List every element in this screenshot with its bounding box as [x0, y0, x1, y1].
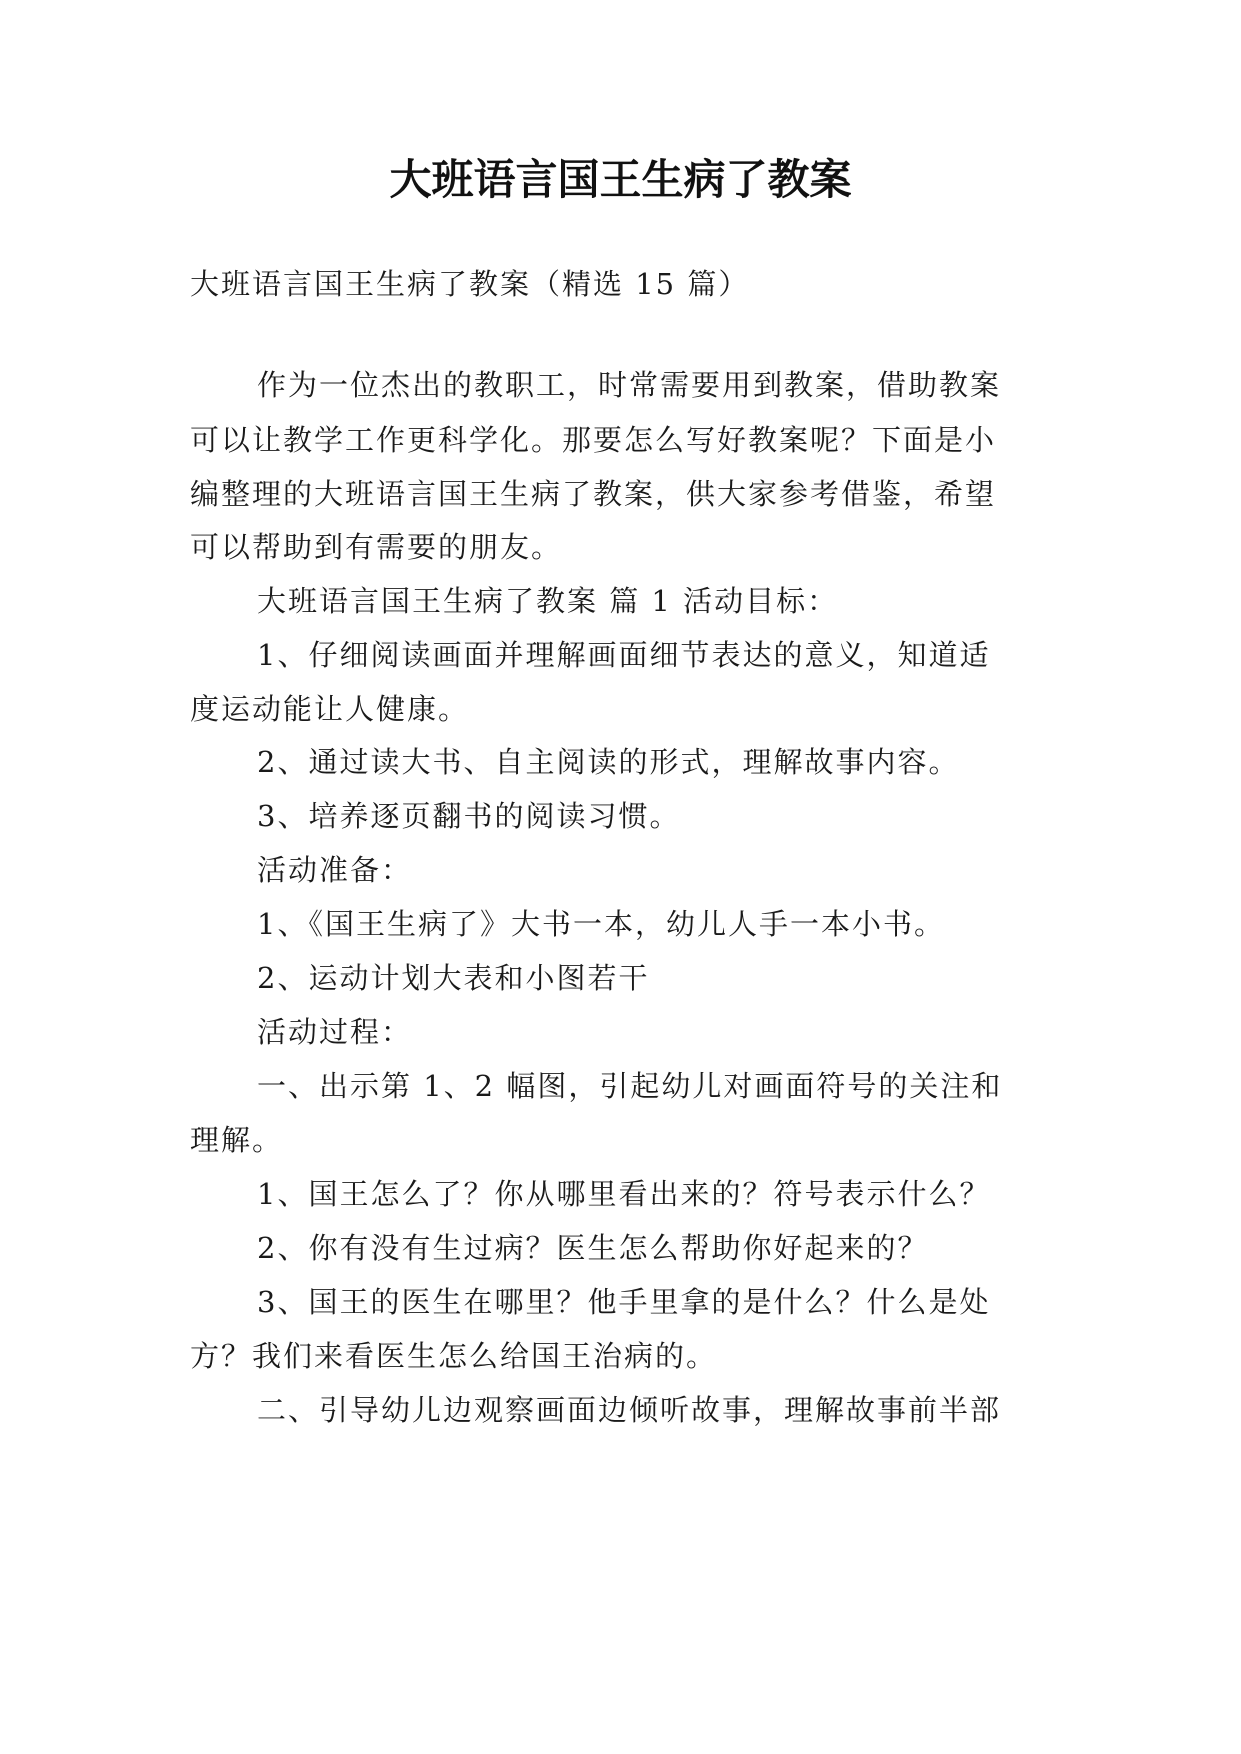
- section-label: 活动过程：: [257, 1015, 413, 1049]
- document-title: 大班语言国王生病了教案: [389, 155, 852, 204]
- paragraph-line: 可以让教学工作更科学化。那要怎么写好教案呢？下面是小: [190, 423, 997, 457]
- paragraph-line: 1、国王怎么了？你从哪里看出来的？符号表示什么？: [257, 1177, 991, 1211]
- paragraph-line: 度运动能让人健康。: [190, 692, 470, 726]
- paragraph-line: 2、你有没有生过病？医生怎么帮助你好起来的？: [257, 1231, 929, 1265]
- paragraph-line: 作为一位杰出的教职工，时常需要用到教案，借助教案: [257, 368, 1002, 402]
- paragraph-line: 2、通过读大书、自主阅读的形式，理解故事内容。: [257, 745, 960, 779]
- paragraph-line: 1、仔细阅读画面并理解画面细节表达的意义，知道适: [257, 638, 991, 672]
- paragraph-line: 编整理的大班语言国王生病了教案，供大家参考借鉴，希望: [190, 477, 997, 511]
- paragraph-line: 可以帮助到有需要的朋友。: [190, 530, 563, 564]
- paragraph-line: 方？我们来看医生怎么给国王治病的。: [190, 1339, 718, 1373]
- paragraph-line: 2、运动计划大表和小图若干: [257, 961, 650, 995]
- paragraph-line: 3、培养逐页翻书的阅读习惯。: [257, 799, 681, 833]
- document-subtitle: 大班语言国王生病了教案（精选 15 篇）: [190, 267, 750, 301]
- paragraph-line: 3、国王的医生在哪里？他手里拿的是什么？什么是处: [257, 1285, 991, 1319]
- section-label: 活动准备：: [257, 853, 413, 887]
- paragraph-line: 二、引导幼儿边观察画面边倾听故事，理解故事前半部: [257, 1393, 1002, 1427]
- section-heading: 大班语言国王生病了教案 篇 1 活动目标：: [257, 584, 839, 618]
- paragraph-line: 理解。: [190, 1123, 284, 1157]
- paragraph-line: 1、《国王生病了》大书一本，幼儿人手一本小书。: [257, 907, 945, 941]
- paragraph-line: 一、出示第 1、2 幅图，引起幼儿对画面符号的关注和: [257, 1069, 1003, 1103]
